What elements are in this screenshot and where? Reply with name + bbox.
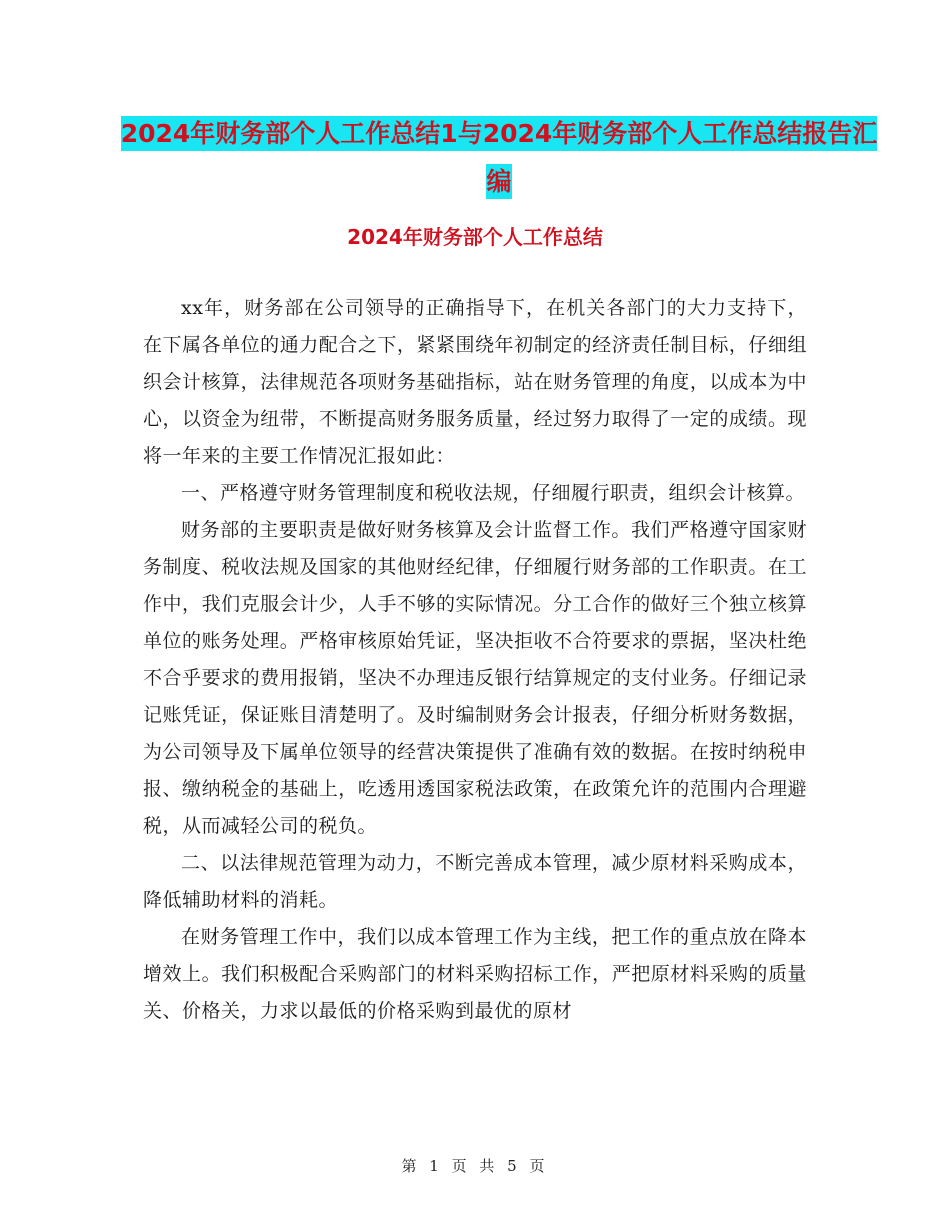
paragraph-body-2: 在财务管理工作中，我们以成本管理工作为主线，把工作的重点放在降本增效上。我们积极配合采购部门的材料采购招标工作，严把原材料采购的质量关、价格关，力求以最低的价格采购到最优的原材 [143, 926, 807, 1022]
paragraph-heading-1: 一、严格遵守财务管理制度和税收法规，仔细履行职责，组织会计核算。 [181, 482, 806, 504]
page-footer: 第 1 页 共 5 页 [401, 1157, 549, 1175]
document-body [143, 290, 807, 1030]
paragraph-intro: xx年，财务部在公司领导的正确指导下，在机关各部门的大力支持下，在下属各单位的通力配合之下，紧紧围绕年初制定的经济责任制目标，仔细组织会计核算，法律规范各项财务基础指标，站在财务管理的角度，以成本为中心，以资金为纽带，不断提高财务服务质量，经过努力取得了一定的成绩。现将一年来的主要工作情况汇报如此： [143, 297, 807, 467]
document-title [120, 110, 878, 206]
paragraph-body-1: 财务部的主要职责是做好财务核算及会计监督工作。我们严格遵守国家财务制度、税收法规及国家的其他财经纪律，仔细履行财务部的工作职责。在工作中，我们克服会计少，人手不够的实际情况。分工合作的做好三个独立核算单位的账务处理。严格审核原始凭证，坚决拒收不合符要求的票据，坚决杜绝不合乎要求的费用报销，坚决不办理违反银行结算规定的支付业务。仔细记录记账凭证，保证账目清楚明了。及时编制财务会计报表，仔细分析财务数据，为公司领导及下属单位领导的经营决策提供了准确有效的数据。在按时纳税申报、缴纳税金的基础上，吃透用透国家税法政策，在政策允许的范围内合理避税，从而减轻公司的税负。 [143, 519, 807, 837]
title-highlight: 2024年财务部个人工作总结1与2024年财务部个人工作总结报告汇编 [121, 116, 878, 199]
section-title: 2024年财务部个人工作总结 [347, 225, 603, 249]
paragraph-heading-2: 二、以法律规范管理为动力，不断完善成本管理，减少原材料采购成本，降低辅助材料的消耗。 [143, 852, 807, 911]
